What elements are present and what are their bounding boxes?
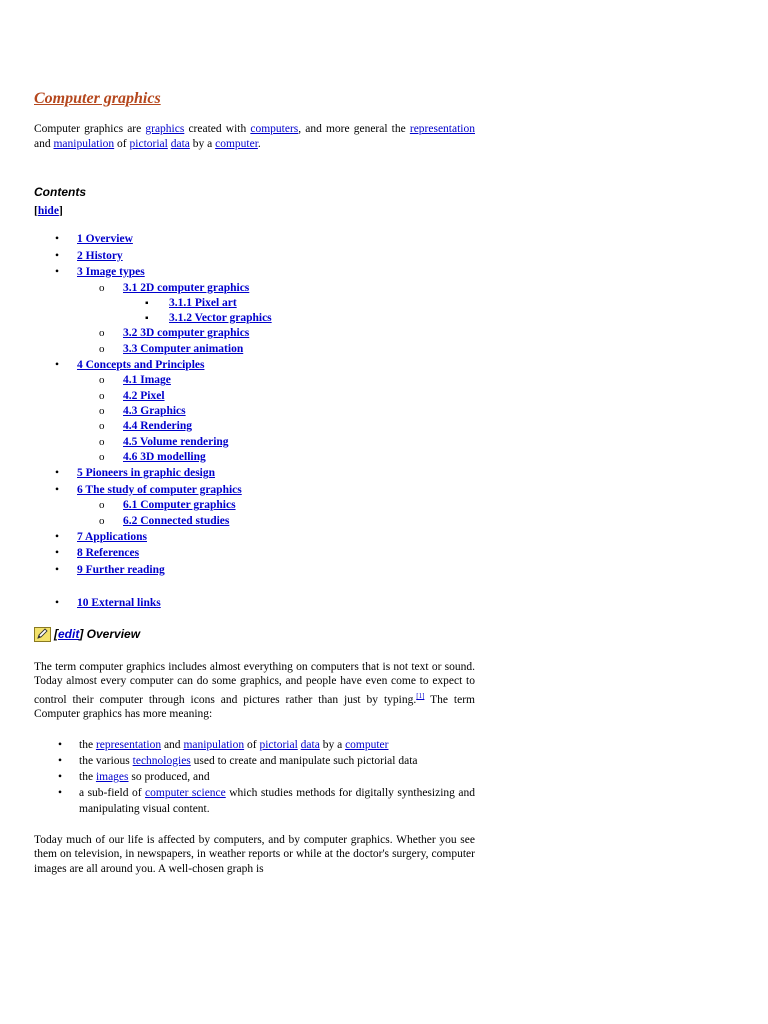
link-computers[interactable]: computers xyxy=(250,123,299,135)
toc-item xyxy=(34,231,475,248)
toc-link[interactable]: 6 The study of computer graphics xyxy=(77,483,242,496)
contents-heading: Contents xyxy=(34,185,86,199)
toc-link[interactable]: 4.5 Volume rendering xyxy=(123,435,229,448)
list-item xyxy=(34,737,475,753)
link-data[interactable]: data xyxy=(170,137,190,150)
toc-link[interactable]: 3.1.2 Vector graphics xyxy=(169,312,272,325)
link-pictorial[interactable]: pictorial xyxy=(129,137,168,150)
toc-subitem xyxy=(77,281,475,327)
link-computer-science[interactable]: computer science xyxy=(145,786,226,799)
toc-item xyxy=(34,264,475,357)
toc-subitem xyxy=(77,404,475,419)
toc-subsubitem xyxy=(123,296,475,311)
text: The term computer graphics includes almost everything on computers that is not text or sound. Today almost every computer can do some graphics, and people have even come to expect to control their computer through icons and pictures rather than just by typing. xyxy=(34,660,475,706)
list-item xyxy=(34,769,475,785)
link-data[interactable]: data xyxy=(300,738,320,751)
toc-link[interactable]: 4.3 Graphics xyxy=(123,405,186,418)
toc-toggle xyxy=(34,205,475,217)
toc-link[interactable]: 6.1 Computer graphics xyxy=(123,499,236,512)
section-title: Overview xyxy=(83,627,141,642)
toc-item xyxy=(34,248,475,265)
intro-paragraph xyxy=(34,122,475,151)
link-images[interactable]: images xyxy=(95,770,129,783)
link-pictorial[interactable]: pictorial xyxy=(259,738,298,751)
toc-subsubitem xyxy=(123,311,475,326)
link-computer[interactable]: computer xyxy=(215,137,258,150)
table-of-contents xyxy=(34,231,475,612)
bracket: [ xyxy=(54,627,58,642)
text: so produced, and xyxy=(128,770,210,783)
toc-link[interactable]: 4.2 Pixel xyxy=(123,389,165,402)
toc-subitem xyxy=(77,514,475,529)
page-title: Computer graphics xyxy=(34,90,161,107)
text: the xyxy=(79,738,96,751)
toc-subitem xyxy=(77,450,475,465)
text: , and more general the xyxy=(298,123,410,135)
toc-subitem xyxy=(77,419,475,434)
text: and xyxy=(34,137,54,150)
toc-subitem xyxy=(77,373,475,388)
toc-item xyxy=(34,529,475,546)
toc-subitem xyxy=(77,389,475,404)
toc-item xyxy=(34,465,475,482)
link-manipulation[interactable]: manipulation xyxy=(53,137,115,150)
toc-subitem xyxy=(77,326,475,341)
link-representation[interactable]: representation xyxy=(409,123,475,135)
toc-item xyxy=(34,482,475,529)
overview-heading xyxy=(34,627,475,642)
hide-link[interactable]: hide xyxy=(37,205,59,217)
link-manipulation[interactable]: manipulation xyxy=(183,738,245,751)
list-item xyxy=(34,753,475,769)
link-representation[interactable]: representation xyxy=(95,738,162,751)
link-computer[interactable]: computer xyxy=(345,738,389,751)
toc-link[interactable]: 3 Image types xyxy=(77,266,145,278)
toc-subitem xyxy=(77,435,475,450)
toc-link[interactable]: 5 Pioneers in graphic design xyxy=(77,467,216,480)
toc-link[interactable]: 3.1.1 Pixel art xyxy=(169,296,237,309)
toc-link[interactable]: 2 History xyxy=(77,249,123,262)
toc-link[interactable]: 3.3 Computer animation xyxy=(123,342,244,355)
toc-link[interactable]: 8 References xyxy=(77,547,140,560)
text: The term Computer graphics has more meaning: xyxy=(34,693,475,721)
text: and xyxy=(161,738,184,751)
toc-link[interactable]: 9 Further reading xyxy=(77,563,165,576)
bracket: ] xyxy=(79,627,84,642)
toc-link[interactable]: 4.1 Image xyxy=(123,374,171,387)
toc-link[interactable]: 1 Overview xyxy=(77,233,133,245)
text: Computer graphics are xyxy=(34,123,146,135)
link-technologies[interactable]: technologies xyxy=(132,754,191,767)
text: by a xyxy=(189,137,216,150)
text: . xyxy=(257,137,261,150)
toc-subitem xyxy=(77,342,475,357)
text: the various xyxy=(79,754,133,767)
toc-item xyxy=(34,562,475,579)
toc-link[interactable]: 3.1 2D computer graphics xyxy=(123,281,250,294)
reference-link[interactable]: [1] xyxy=(416,691,425,700)
text: which studies methods for digitally synthesizing and manipulating visual content. xyxy=(79,786,475,815)
text: the xyxy=(79,770,96,783)
edit-link[interactable]: edit xyxy=(58,627,80,642)
toc-link[interactable]: 6.2 Connected studies xyxy=(123,514,230,527)
toc-link[interactable]: 3.2 3D computer graphics xyxy=(123,327,250,340)
bracket: ] xyxy=(58,205,63,217)
overview-paragraph xyxy=(34,660,475,722)
text: used to create and manipulate such pictorial data xyxy=(190,754,418,767)
link-graphics[interactable]: graphics xyxy=(145,123,185,135)
toc-subitem xyxy=(77,498,475,513)
toc-link[interactable]: 4 Concepts and Principles xyxy=(77,358,205,371)
meaning-list xyxy=(34,737,475,817)
article xyxy=(34,90,475,876)
toc-item xyxy=(34,357,475,465)
toc-link[interactable]: 10 External links xyxy=(77,597,161,610)
text: of xyxy=(244,738,260,751)
text: a sub-field of xyxy=(79,786,146,799)
text: of xyxy=(114,137,130,150)
text: created with xyxy=(184,123,251,135)
toc-link[interactable]: 4.6 3D modelling xyxy=(123,450,206,463)
list-item xyxy=(34,785,475,817)
closing-paragraph: Today much of our life is affected by computers, and by computer graphics. Whether you see them on television, in newspapers, in weather reports or while at the doctor's surgery, computer images are all around you. A well-chosen graph is xyxy=(34,833,475,875)
edit-pencil-icon[interactable] xyxy=(34,627,51,642)
toc-item xyxy=(34,595,475,612)
text: by a xyxy=(319,738,346,751)
toc-item xyxy=(34,545,475,562)
toc-link[interactable]: 4.4 Rendering xyxy=(123,420,192,433)
toc-link[interactable]: 7 Applications xyxy=(77,530,147,543)
bracket: [ xyxy=(34,205,38,217)
